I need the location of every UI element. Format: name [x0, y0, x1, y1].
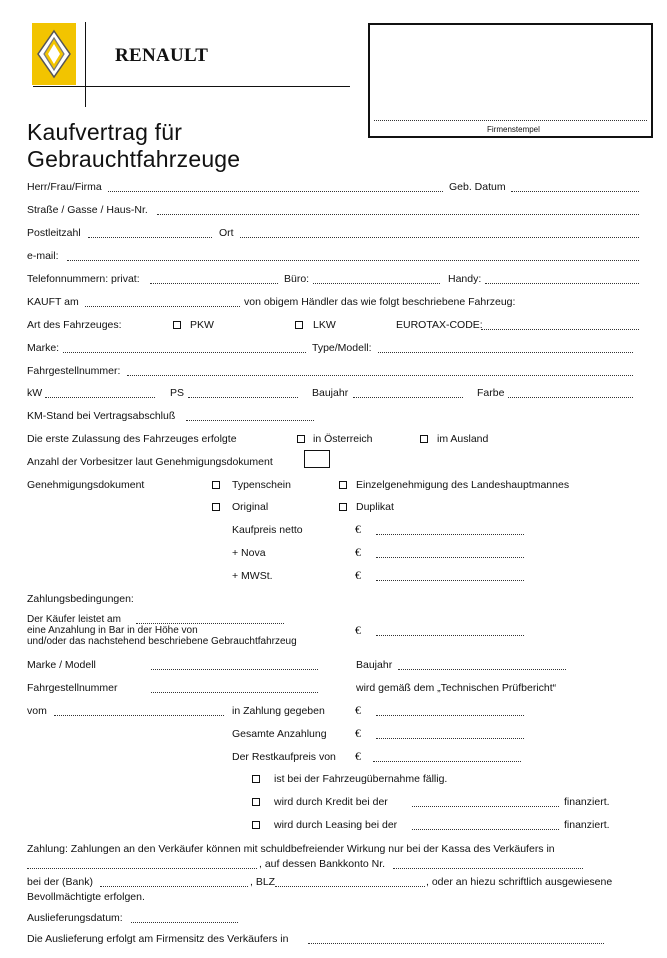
down-payment-label: eine Anzahlung in Bar in der Höhe von — [27, 625, 198, 636]
net-price-field[interactable] — [376, 534, 524, 535]
pkw-checkbox[interactable] — [173, 321, 181, 329]
duplikat-checkbox[interactable] — [339, 503, 347, 511]
zip-field[interactable] — [88, 237, 212, 238]
color-label: Farbe — [477, 387, 505, 399]
stamp-label: Firmenstempel — [487, 125, 540, 134]
duplikat-label: Duplikat — [356, 501, 394, 513]
company-stamp-box — [368, 23, 653, 138]
delivery-date-field[interactable] — [131, 922, 238, 923]
make-field[interactable] — [63, 352, 306, 353]
km-field[interactable] — [186, 420, 314, 421]
credit-label: wird durch Kredit bei der — [274, 796, 388, 808]
kauft-suffix: von obigem Händler das wie folgt beschriebene Fahrzeug: — [244, 296, 516, 308]
euro-symbol: € — [355, 623, 361, 637]
euro-symbol: € — [355, 545, 361, 559]
einzel-checkbox[interactable] — [339, 481, 347, 489]
leasing-checkbox[interactable] — [252, 821, 260, 829]
model-field[interactable] — [378, 352, 633, 353]
blz-field[interactable] — [275, 886, 425, 887]
page-title — [27, 119, 240, 173]
euro-symbol: € — [355, 726, 361, 740]
abroad-label: im Ausland — [437, 433, 489, 445]
tradein-label: und/oder das nachstehend beschriebene Gebrauchtfahrzeug — [27, 636, 297, 647]
chassis-field[interactable] — [127, 375, 633, 376]
make-label: Marke: — [27, 342, 60, 354]
remaining-field[interactable] — [373, 761, 521, 762]
purchase-date-field[interactable] — [85, 306, 240, 307]
from-date-field[interactable] — [54, 715, 224, 716]
bank-account-field[interactable] — [393, 868, 583, 869]
leasing-bank-field[interactable] — [412, 829, 559, 830]
year-field[interactable] — [353, 397, 463, 398]
tradein-make-label: Marke / Modell — [27, 659, 96, 671]
eurotax-label: EUROTAX-CODE: — [396, 319, 483, 331]
email-label: e-mail: — [27, 250, 59, 262]
approval-doc-label: Genehmigungsdokument — [27, 479, 145, 491]
bank-label: bei der (Bank) — [27, 876, 93, 888]
euro-symbol: € — [355, 703, 361, 717]
street-label: Straße / Gasse / Haus-Nr. — [27, 204, 148, 216]
city-label: Ort — [219, 227, 234, 239]
renault-logo — [32, 23, 76, 85]
typenschein-label: Typenschein — [232, 479, 291, 491]
due-label: ist bei der Fahrzeugübernahme fällig. — [274, 773, 448, 785]
name-field[interactable] — [108, 191, 443, 192]
due-checkbox[interactable] — [252, 775, 260, 783]
cash-desk-field[interactable] — [27, 868, 257, 869]
leasing-label: wird durch Leasing bei der — [274, 819, 398, 831]
street-field[interactable] — [157, 214, 639, 215]
euro-symbol: € — [355, 568, 361, 582]
kauft-prefix: KAUFT am — [27, 296, 79, 308]
header-underline — [33, 86, 350, 87]
km-label: KM-Stand bei Vertragsabschluß — [27, 410, 176, 422]
mobile-field[interactable] — [485, 283, 639, 284]
total-down-label: Gesamte Anzahlung — [232, 728, 327, 740]
kw-field[interactable] — [45, 397, 155, 398]
buyer-pays-date-field[interactable] — [136, 623, 284, 624]
pkw-label: PKW — [190, 319, 214, 331]
delivery-place-label: Die Auslieferung erfolgt am Firmensitz des Verkäufers in — [27, 933, 289, 945]
tradein-year-label: Baujahr — [356, 659, 393, 671]
tradein-chassis-label: Fahrgestellnummer — [27, 682, 118, 694]
title-line2: Gebrauchtfahrzeuge — [27, 146, 241, 172]
bank-field[interactable] — [100, 886, 248, 887]
model-label: Type/Modell: — [312, 342, 372, 354]
report-label: wird gemäß dem „Technischen Prüfbericht“ — [356, 682, 557, 694]
authorized-text: , oder an hiezu schriftlich ausgewiesene — [426, 876, 613, 888]
delivery-date-label: Auslieferungsdatum: — [27, 912, 123, 924]
nova-field[interactable] — [376, 557, 524, 558]
office-label: Büro: — [284, 273, 310, 285]
color-field[interactable] — [508, 397, 633, 398]
zip-label: Postleitzahl — [27, 227, 81, 239]
lkw-label: LKW — [313, 319, 336, 331]
eurotax-field[interactable] — [481, 329, 639, 330]
payment-terms-line2: , auf dessen Bankkonto Nr. — [259, 858, 386, 870]
euro-symbol: € — [355, 522, 361, 536]
einzel-label: Einzelgenehmigung des Landeshauptmannes — [356, 479, 570, 491]
original-checkbox[interactable] — [212, 503, 220, 511]
euro-symbol: € — [355, 749, 361, 763]
tradein-year-field[interactable] — [398, 669, 566, 670]
lkw-checkbox[interactable] — [295, 321, 303, 329]
tradein-value-field[interactable] — [376, 715, 524, 716]
tradein-make-field[interactable] — [151, 669, 318, 670]
delivery-place-field[interactable] — [308, 943, 604, 944]
birth-field[interactable] — [511, 191, 639, 192]
from-label: vom — [27, 705, 47, 717]
previous-owners-box[interactable] — [304, 450, 330, 468]
in-austria-checkbox[interactable] — [297, 435, 305, 443]
header-divider — [85, 22, 86, 107]
phone-field[interactable] — [150, 283, 278, 284]
in-payment-label: in Zahlung gegeben — [232, 705, 325, 717]
office-field[interactable] — [313, 283, 440, 284]
ps-field[interactable] — [188, 397, 298, 398]
renault-diamond-icon — [32, 23, 76, 85]
buyer-pays-label: Der Käufer leistet am — [27, 614, 121, 625]
mobile-label: Handy: — [448, 273, 482, 285]
city-field[interactable] — [240, 237, 639, 238]
total-down-field[interactable] — [376, 738, 524, 739]
name-label: Herr/Frau/Firma — [27, 181, 102, 193]
previous-owners-label: Anzahl der Vorbesitzer laut Genehmigungsdokument — [27, 456, 273, 468]
payment-conditions-label: Zahlungsbedingungen: — [27, 593, 134, 605]
original-label: Original — [232, 501, 269, 513]
kw-label: kW — [27, 387, 43, 399]
phone-label: Telefonnummern: privat: — [27, 273, 140, 285]
down-payment-field[interactable] — [376, 635, 524, 636]
brand-name: RENAULT — [115, 45, 209, 66]
vehicle-type-label: Art des Fahrzeuges: — [27, 319, 122, 331]
title-line1: Kaufvertrag für — [27, 119, 183, 145]
vat-field[interactable] — [376, 580, 524, 581]
remaining-label: Der Restkaufpreis von — [232, 751, 336, 763]
chassis-label: Fahrgestellnummer: — [27, 365, 121, 377]
nova-label: + Nova — [232, 547, 266, 559]
tradein-chassis-field[interactable] — [151, 692, 318, 693]
abroad-checkbox[interactable] — [420, 435, 428, 443]
birth-label: Geb. Datum — [449, 181, 506, 193]
credit-financed-label: finanziert. — [564, 796, 610, 808]
payment-terms-line1: Zahlung: Zahlungen an den Verkäufer können mit schuldbefreiender Wirkung nur bei der Kassa des Verkäufers in — [27, 843, 555, 855]
vat-label: + MWSt. — [232, 570, 273, 582]
leasing-financed-label: finanziert. — [564, 819, 610, 831]
authorized-line2: Bevollmächtigte erfolgen. — [27, 891, 145, 903]
first-registration-label: Die erste Zulassung des Fahrzeuges erfolgte — [27, 433, 237, 445]
blz-label: , BLZ — [250, 876, 276, 888]
ps-label: PS — [170, 387, 185, 399]
in-austria-label: in Österreich — [313, 433, 373, 445]
typenschein-checkbox[interactable] — [212, 481, 220, 489]
credit-checkbox[interactable] — [252, 798, 260, 806]
year-label: Baujahr — [312, 387, 349, 399]
net-price-label: Kaufpreis netto — [232, 524, 303, 536]
email-field[interactable] — [67, 260, 639, 261]
credit-bank-field[interactable] — [412, 806, 559, 807]
